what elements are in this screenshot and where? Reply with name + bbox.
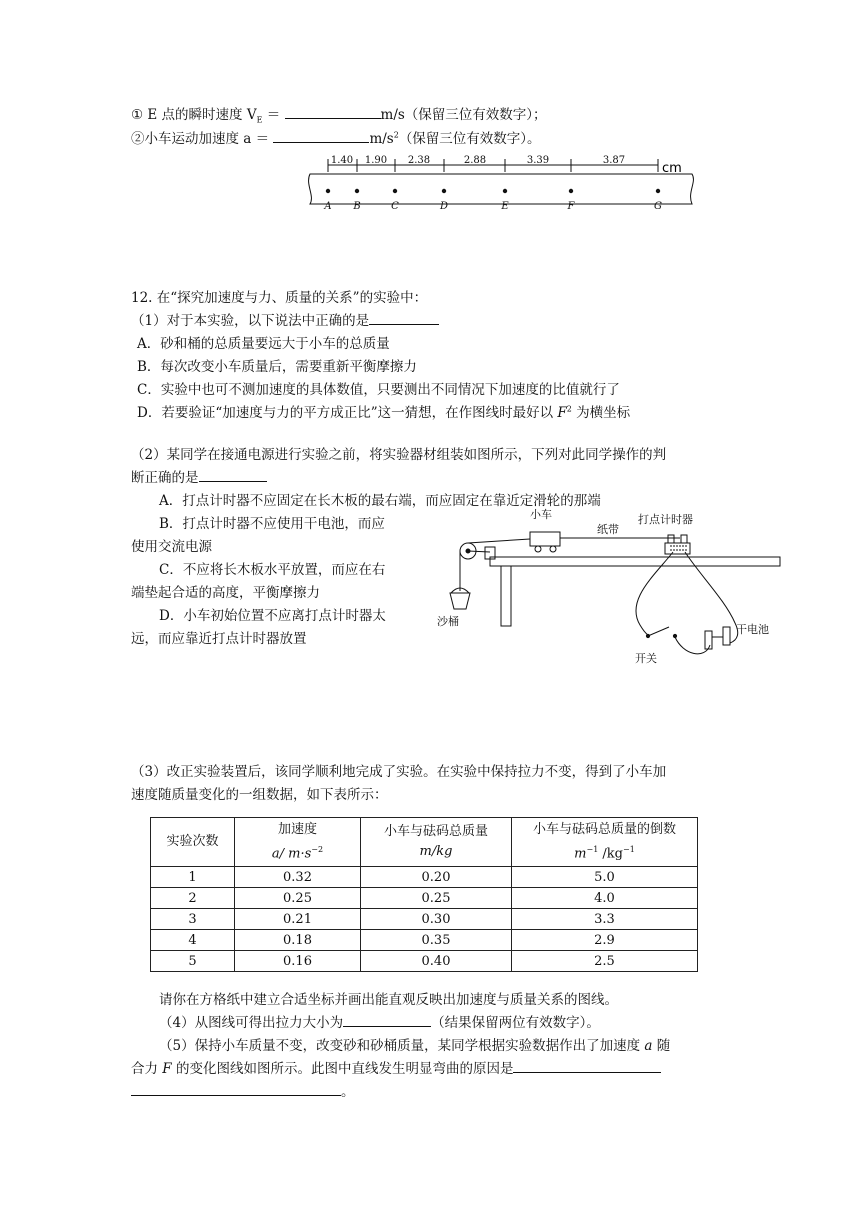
q12-part3-instruction: 请你在方格纸中建立合适坐标并画出能直观反映出加速度与质量关系的图线。 <box>159 992 618 1008</box>
segment-ef: 3.39 <box>526 155 550 166</box>
q12-part3-line1: （3）改正实验装置后，该同学顺利地完成了实验。在实验中保持拉力不变，得到了小车加 <box>131 764 667 780</box>
q12-part1-stem: （1）对于本实验，以下说法中正确的是 <box>131 309 439 329</box>
q12-part1-option-d: D．若要验证“加速度与力的平方成正比”这一猜想，在作图线时最好以 $F^2$ 为横坐标 <box>137 404 631 421</box>
tape-unit: cm <box>662 161 682 176</box>
dot-f <box>569 189 573 193</box>
dot-c <box>393 189 397 193</box>
point-label-f: F <box>567 201 575 212</box>
timer <box>665 543 690 554</box>
point-label-d: D <box>439 201 449 212</box>
table-row: 1 0.32 0.20 5.0 <box>151 867 698 888</box>
answer-blank-part5[interactable] <box>513 1058 661 1073</box>
q12-part2-option-b: B．打点计时器不应使用干电池，而应 <box>159 516 385 532</box>
segment-fg: 3.87 <box>602 155 626 166</box>
table-row: 3 0.21 0.30 3.3 <box>151 909 698 930</box>
dot-g <box>656 189 660 193</box>
paper-tape-figure <box>300 152 702 216</box>
table-leg <box>501 566 511 626</box>
point-label-g: G <box>654 201 662 212</box>
segment-ab: 1.40 <box>330 155 354 166</box>
answer-blank-part1[interactable] <box>369 310 439 325</box>
label-tape: 纸带 <box>597 523 619 536</box>
answer-blank-ve[interactable] <box>285 104 381 119</box>
point-label-e: E <box>501 201 509 212</box>
q12-part5-line1: （5）保持小车质量不变，改变砂和砂桶质量，某同学根据实验数据作出了加速度 a 随 <box>159 1038 671 1054</box>
table-row: 4 0.18 0.35 2.9 <box>151 930 698 951</box>
segment-de: 2.88 <box>463 155 487 166</box>
header-trial: 实验次数 <box>151 818 235 867</box>
segment-cd: 2.38 <box>407 155 431 166</box>
sand-bucket <box>450 593 470 609</box>
switch-lever <box>648 627 669 636</box>
cart <box>530 532 560 546</box>
segment-bc: 1.90 <box>364 155 388 166</box>
answer-blank-part2[interactable] <box>199 467 267 482</box>
table-row: 2 0.25 0.25 4.0 <box>151 888 698 909</box>
header-acceleration: 加速度 a/ $m\cdot s^{-2}$ <box>235 818 361 867</box>
dot-d <box>442 189 446 193</box>
q12-part1-option-a: A．砂和桶的总质量要远大于小车的总质量 <box>137 336 390 352</box>
q11-item1: ① E 点的瞬时速度 $V_E = m/s$（保留三位有效数字）； <box>131 103 547 125</box>
answer-blank-accel[interactable] <box>273 128 369 143</box>
answer-blank-part5-cont[interactable] <box>131 1081 341 1096</box>
label-switch: 开关 <box>635 652 657 665</box>
long-board <box>490 557 780 566</box>
table-header-row <box>151 818 698 867</box>
q12-part3-line2: 速度随质量变化的一组数据，如下表所示： <box>131 787 388 803</box>
q12-part5-line2: 合力 F 的变化图线如图所示。此图中直线发生明显弯曲的原因是 <box>131 1057 661 1077</box>
q11-item2: ②小车运动加速度 $a = m/s^2$（保留三位有效数字）。 <box>131 127 541 147</box>
q12-title: 12. 在“探究加速度与力、质量的关系”的实验中： <box>131 290 428 306</box>
q12-part2-option-d: D．小车初始位置不应离打点计时器太 <box>159 608 386 624</box>
data-table <box>150 817 698 972</box>
q12-part2-option-a: A．打点计时器不应固定在长木板的最右端，而应固定在靠近定滑轮的那端 <box>159 493 601 509</box>
paper-tape <box>309 174 694 204</box>
table-row: 5 0.16 0.40 2.5 <box>151 951 698 972</box>
dot-b <box>355 189 359 193</box>
q12-part4: （4）从图线可得出拉力大小为 （结果保留两位有效数字）。 <box>159 1011 600 1031</box>
point-label-c: C <box>391 201 399 212</box>
q12-part2-option-c: C．不应将长木板水平放置，而应在右 <box>159 562 386 578</box>
apparatus-figure <box>435 505 790 670</box>
header-inverse-mass: 小车与砝码总质量的倒数 $m^{-1}$ $/kg^{-1}$ <box>512 818 698 867</box>
q12-part2-option-b-cont: 使用交流电源 <box>131 539 212 555</box>
point-label-a: A <box>324 201 332 212</box>
dot-a <box>326 189 330 193</box>
dot-e <box>503 189 507 193</box>
q12-part1-option-b: B．每次改变小车质量后，需要重新平衡摩擦力 <box>137 359 417 375</box>
header-mass: 小车与砝码总质量 m/kg <box>361 818 512 867</box>
rope <box>468 539 530 543</box>
label-bucket: 沙桶 <box>437 615 459 628</box>
q12-part1-option-c: C．实验中也可不测加速度的具体数值，只要测出不同情况下加速度的比值就行了 <box>137 382 620 398</box>
q12-part5-line3: 。 <box>131 1080 355 1100</box>
battery-1 <box>705 631 712 649</box>
label-timer: 打点计时器 <box>638 513 693 526</box>
label-cart: 小车 <box>530 508 552 521</box>
q12-part2-option-c-cont: 端垫起合适的高度，平衡摩擦力 <box>131 585 320 601</box>
q12-part2-option-d-cont: 远，而应靠近打点计时器放置 <box>131 631 307 647</box>
answer-blank-part4[interactable] <box>343 1012 431 1027</box>
q12-part2-stem-line2: 断正确的是 <box>131 466 267 486</box>
point-label-b: B <box>353 201 361 212</box>
q12-part2-stem-line1: （2）某同学在接通电源进行实验之前，将实验器材组装如图所示，下列对此同学操作的判 <box>131 447 667 463</box>
label-battery: 干电池 <box>736 623 769 636</box>
battery-2 <box>723 627 730 645</box>
